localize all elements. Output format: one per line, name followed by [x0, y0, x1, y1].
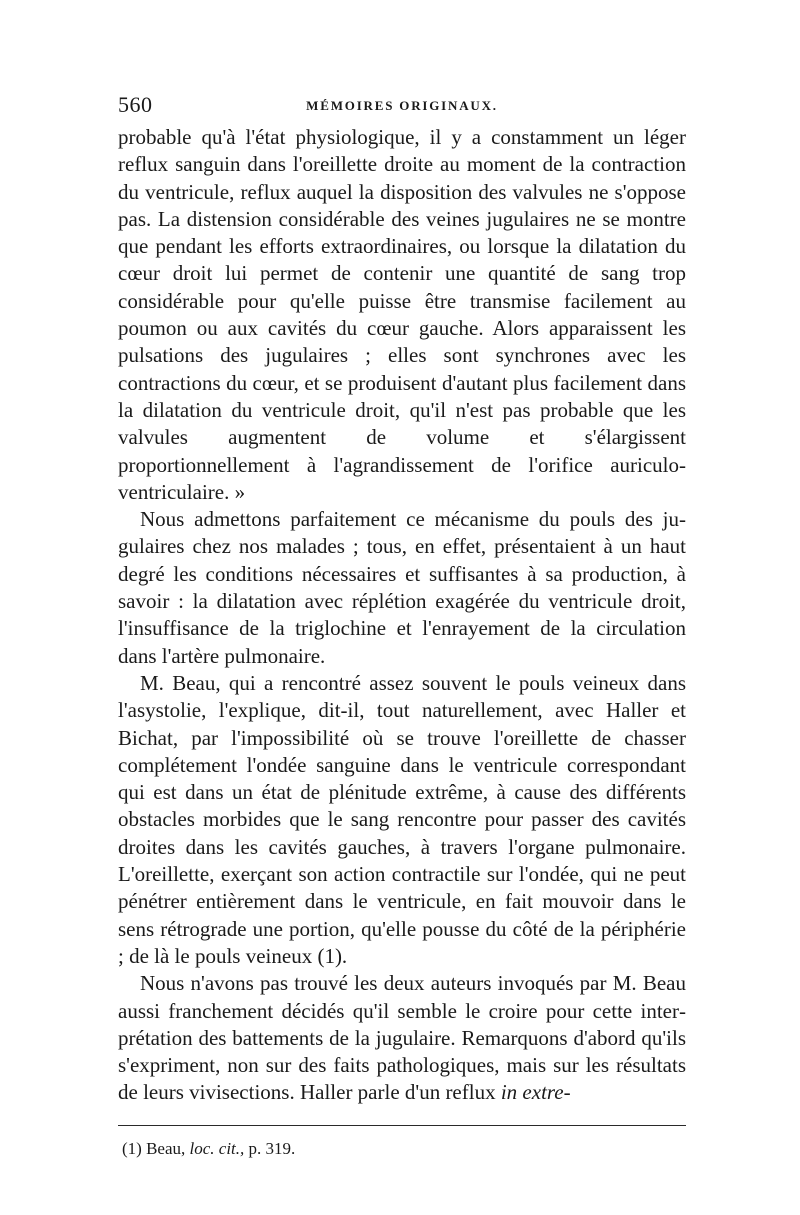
- book-page: [118, 92, 686, 1160]
- paragraph: M. Beau, qui a rencontré assez souvent le pouls veineux dans l'asystolie, l'explique, dit-il, tout naturellement, avec Haller et Bichat, par l'impossibilité où se trouve l'oreillette de chasser complétement l'ondée sanguine dans le ventricule correspondant qui est dans un état de plénitude extrême, à cause des différents obstacles morbides que le sang rencontre pour passer des cavités droites dans les cavités gauches, à travers l'organe pulmonaire. L'oreillette, exerçant son action contractile sur l'ondée, qui ne peut pénétrer entièrement dans le ventricule, en fait mouvoir dans le sens rétrograde une portion, qu'elle pousse du côté de la périphérie ; de là le pouls veineux (1).: [118, 670, 686, 968]
- footnote-author: Beau,: [146, 1138, 186, 1158]
- italic-phrase: in extre-: [500, 1080, 571, 1105]
- paragraph-text: Nous n'avons pas trouvé les deux auteurs invoqués par M. Beau aussi franchement décidés qu'il semble le croire pour cette interprétation des battements de la jugulaire. Remarquons d'abord qu'ils s'expriment, non sur des faits pathologiques, mais sur les résultats de leurs vivisections. Haller parle d'un reflux: [118, 971, 686, 1105]
- footnote-page-ref: p. 319.: [248, 1138, 296, 1158]
- body-text: [118, 124, 686, 1107]
- running-title: MÉMOIRES ORIGINAUX.: [306, 98, 498, 113]
- paragraph-continuation: probable qu'à l'état physiologique, il y a constamment un léger reflux sanguin dans l'oreillette droite au moment de la contraction du ventricule, reflux auquel la disposition des valvules ne s'oppose pas. La distension considérable des veines jugulaires ne se montre que pendant les efforts extraordinaires, ou lorsque la dilatation du cœur droit lui permet de contenir une quantité de sang trop considérable pour qu'elle puisse être transmise facilement au poumon ou aux cavités du cœur gauche. Alors apparaissent les pulsations des jugulaires ; elles sont synchrones avec les contractions du cœur, et se produisent d'autant plus facilement dans la dilatation du ventricule droit, qu'il n'est pas probable que les valvules augmentent de volume et s'élargissent proportionnellement à l'agrandissement de l'orifice auriculo-ventriculaire. »: [118, 125, 686, 504]
- paragraph: Nous admettons parfaitement ce mécanisme du pouls des jugulaires chez nos malades ; tous, en effet, présentaient à un haut degré les conditions nécessaires et suffisantes à sa production, à savoir : la dilatation avec réplétion exagérée du ventricule droit, l'insuffisance de la triglochine et l'enrayement de la circulation dans l'artère pulmonaire.: [118, 507, 686, 668]
- paragraph-last: [118, 970, 686, 1106]
- footnote: [118, 1138, 686, 1160]
- footnote-citation: loc. cit.,: [189, 1138, 245, 1158]
- footnote-rule: [118, 1125, 686, 1126]
- page-number: 560: [118, 92, 153, 117]
- running-head: [118, 92, 686, 122]
- footnote-marker: (1): [122, 1138, 142, 1158]
